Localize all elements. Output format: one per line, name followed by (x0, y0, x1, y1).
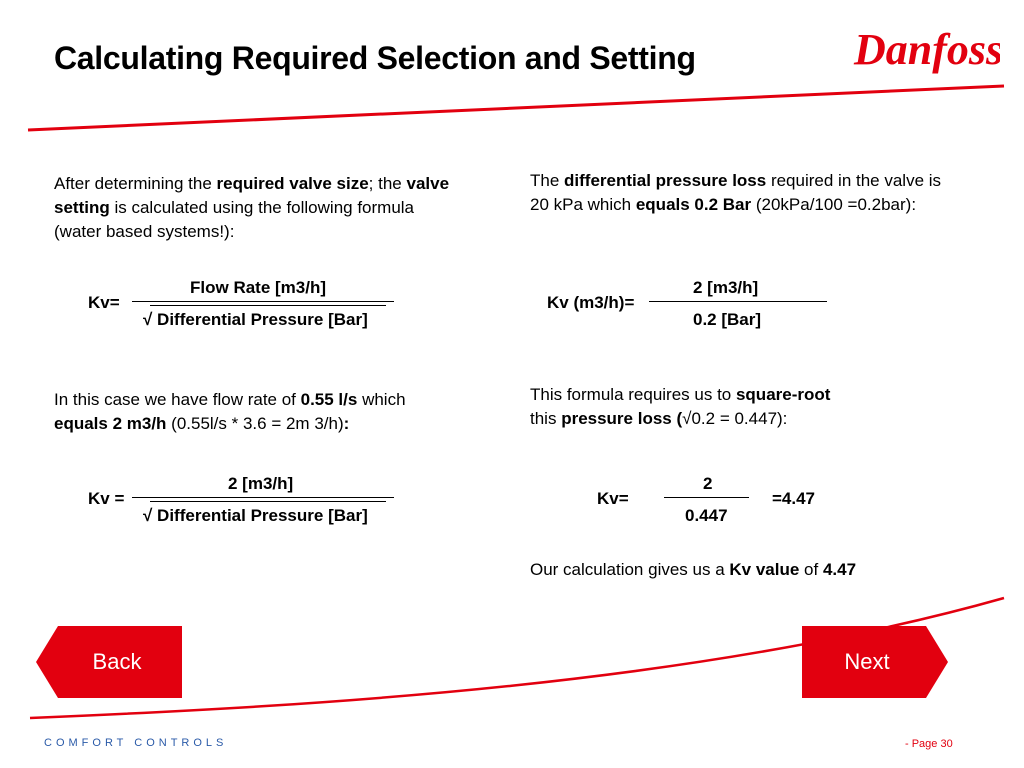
right-sqrt-part: This formula requires us to (530, 385, 736, 404)
back-button-label: Back (92, 649, 142, 674)
left-case-part: which (357, 390, 406, 409)
left-case-bold: 0.55 l/s (300, 390, 358, 409)
left-case-bold: : (343, 414, 350, 433)
right-intro-part: The (530, 171, 565, 190)
left-case-part: In this case we have flow rate of (54, 390, 301, 409)
page-title: Calculating Required Selection and Setting (54, 40, 696, 76)
right-formula2-result: =4.47 (772, 489, 816, 508)
conclusion-part: Our calculation gives us a (530, 560, 730, 579)
logo-text: Danfoss (854, 25, 1000, 74)
right-sqrt-bold: square-root (735, 385, 831, 404)
formula2-numerator: 2 [m3/h] (228, 474, 294, 493)
conclusion-part: of (799, 560, 823, 579)
right-sqrt-part: this (530, 409, 562, 428)
conclusion-text (530, 558, 950, 582)
danfoss-logo (850, 20, 1000, 78)
left-intro-text (54, 172, 454, 244)
left-intro-bold: required valve size (216, 174, 369, 193)
page-number: - Page 30 (905, 738, 953, 750)
formula2-fraction-line (132, 497, 394, 498)
conclusion-bold: Kv value (729, 560, 800, 579)
formula1-numerator: Flow Rate [m3/h] (190, 278, 327, 297)
left-intro-part: After determining the (54, 174, 217, 193)
formula2-lhs: Kv = (88, 489, 125, 508)
formula1-denominator: √ Differential Pressure [Bar] (143, 310, 368, 329)
left-intro-part: ; the (368, 174, 407, 193)
right-formula1-denominator: 0.2 [Bar] (693, 310, 762, 329)
left-intro-bold: valve setting (54, 174, 450, 217)
right-sqrt-text (530, 383, 950, 431)
next-button-label: Next (844, 649, 890, 674)
left-intro-part: is calculated using the following formula (water based systems!): (54, 198, 415, 241)
right-intro-part: required in the valve is 20 kPa which (530, 171, 942, 214)
formula1-fraction-line (132, 301, 394, 302)
right-intro-text (530, 169, 950, 217)
conclusion-bold: 4.47 (822, 560, 857, 579)
formula1-lhs: Kv= (88, 293, 120, 312)
right-formula1-fraction-line (649, 301, 827, 302)
right-formula1-lhs: Kv (m3/h)= (547, 293, 635, 312)
right-formula2-denominator: 0.447 (685, 506, 728, 525)
left-case-bold: equals 2 m3/h (54, 414, 167, 433)
right-formula1-numerator: 2 [m3/h] (693, 278, 759, 297)
back-button[interactable] (36, 626, 182, 698)
right-formula2-numerator: 2 (703, 474, 713, 493)
formula1-fraction-line-2 (150, 305, 386, 306)
footer-tagline: COMFORT CONTROLS (44, 737, 228, 749)
right-intro-part: (20kPa/100 =0.2bar): (751, 195, 917, 214)
left-case-text (54, 388, 454, 436)
right-sqrt-bold: pressure loss ( (561, 409, 683, 428)
right-intro-bold: equals 0.2 Bar (635, 195, 752, 214)
formula2-denominator: √ Differential Pressure [Bar] (143, 506, 368, 525)
right-intro-bold: differential pressure loss (564, 171, 767, 190)
left-case-part: (0.55l/s * 3.6 = 2m 3/h) (166, 414, 344, 433)
right-formula2-fraction-line (664, 497, 749, 498)
formula2-fraction-line-2 (150, 501, 386, 502)
next-button[interactable] (802, 626, 948, 698)
right-formula2-lhs: Kv= (597, 489, 629, 508)
right-sqrt-part: √0.2 = 0.447): (682, 409, 788, 428)
